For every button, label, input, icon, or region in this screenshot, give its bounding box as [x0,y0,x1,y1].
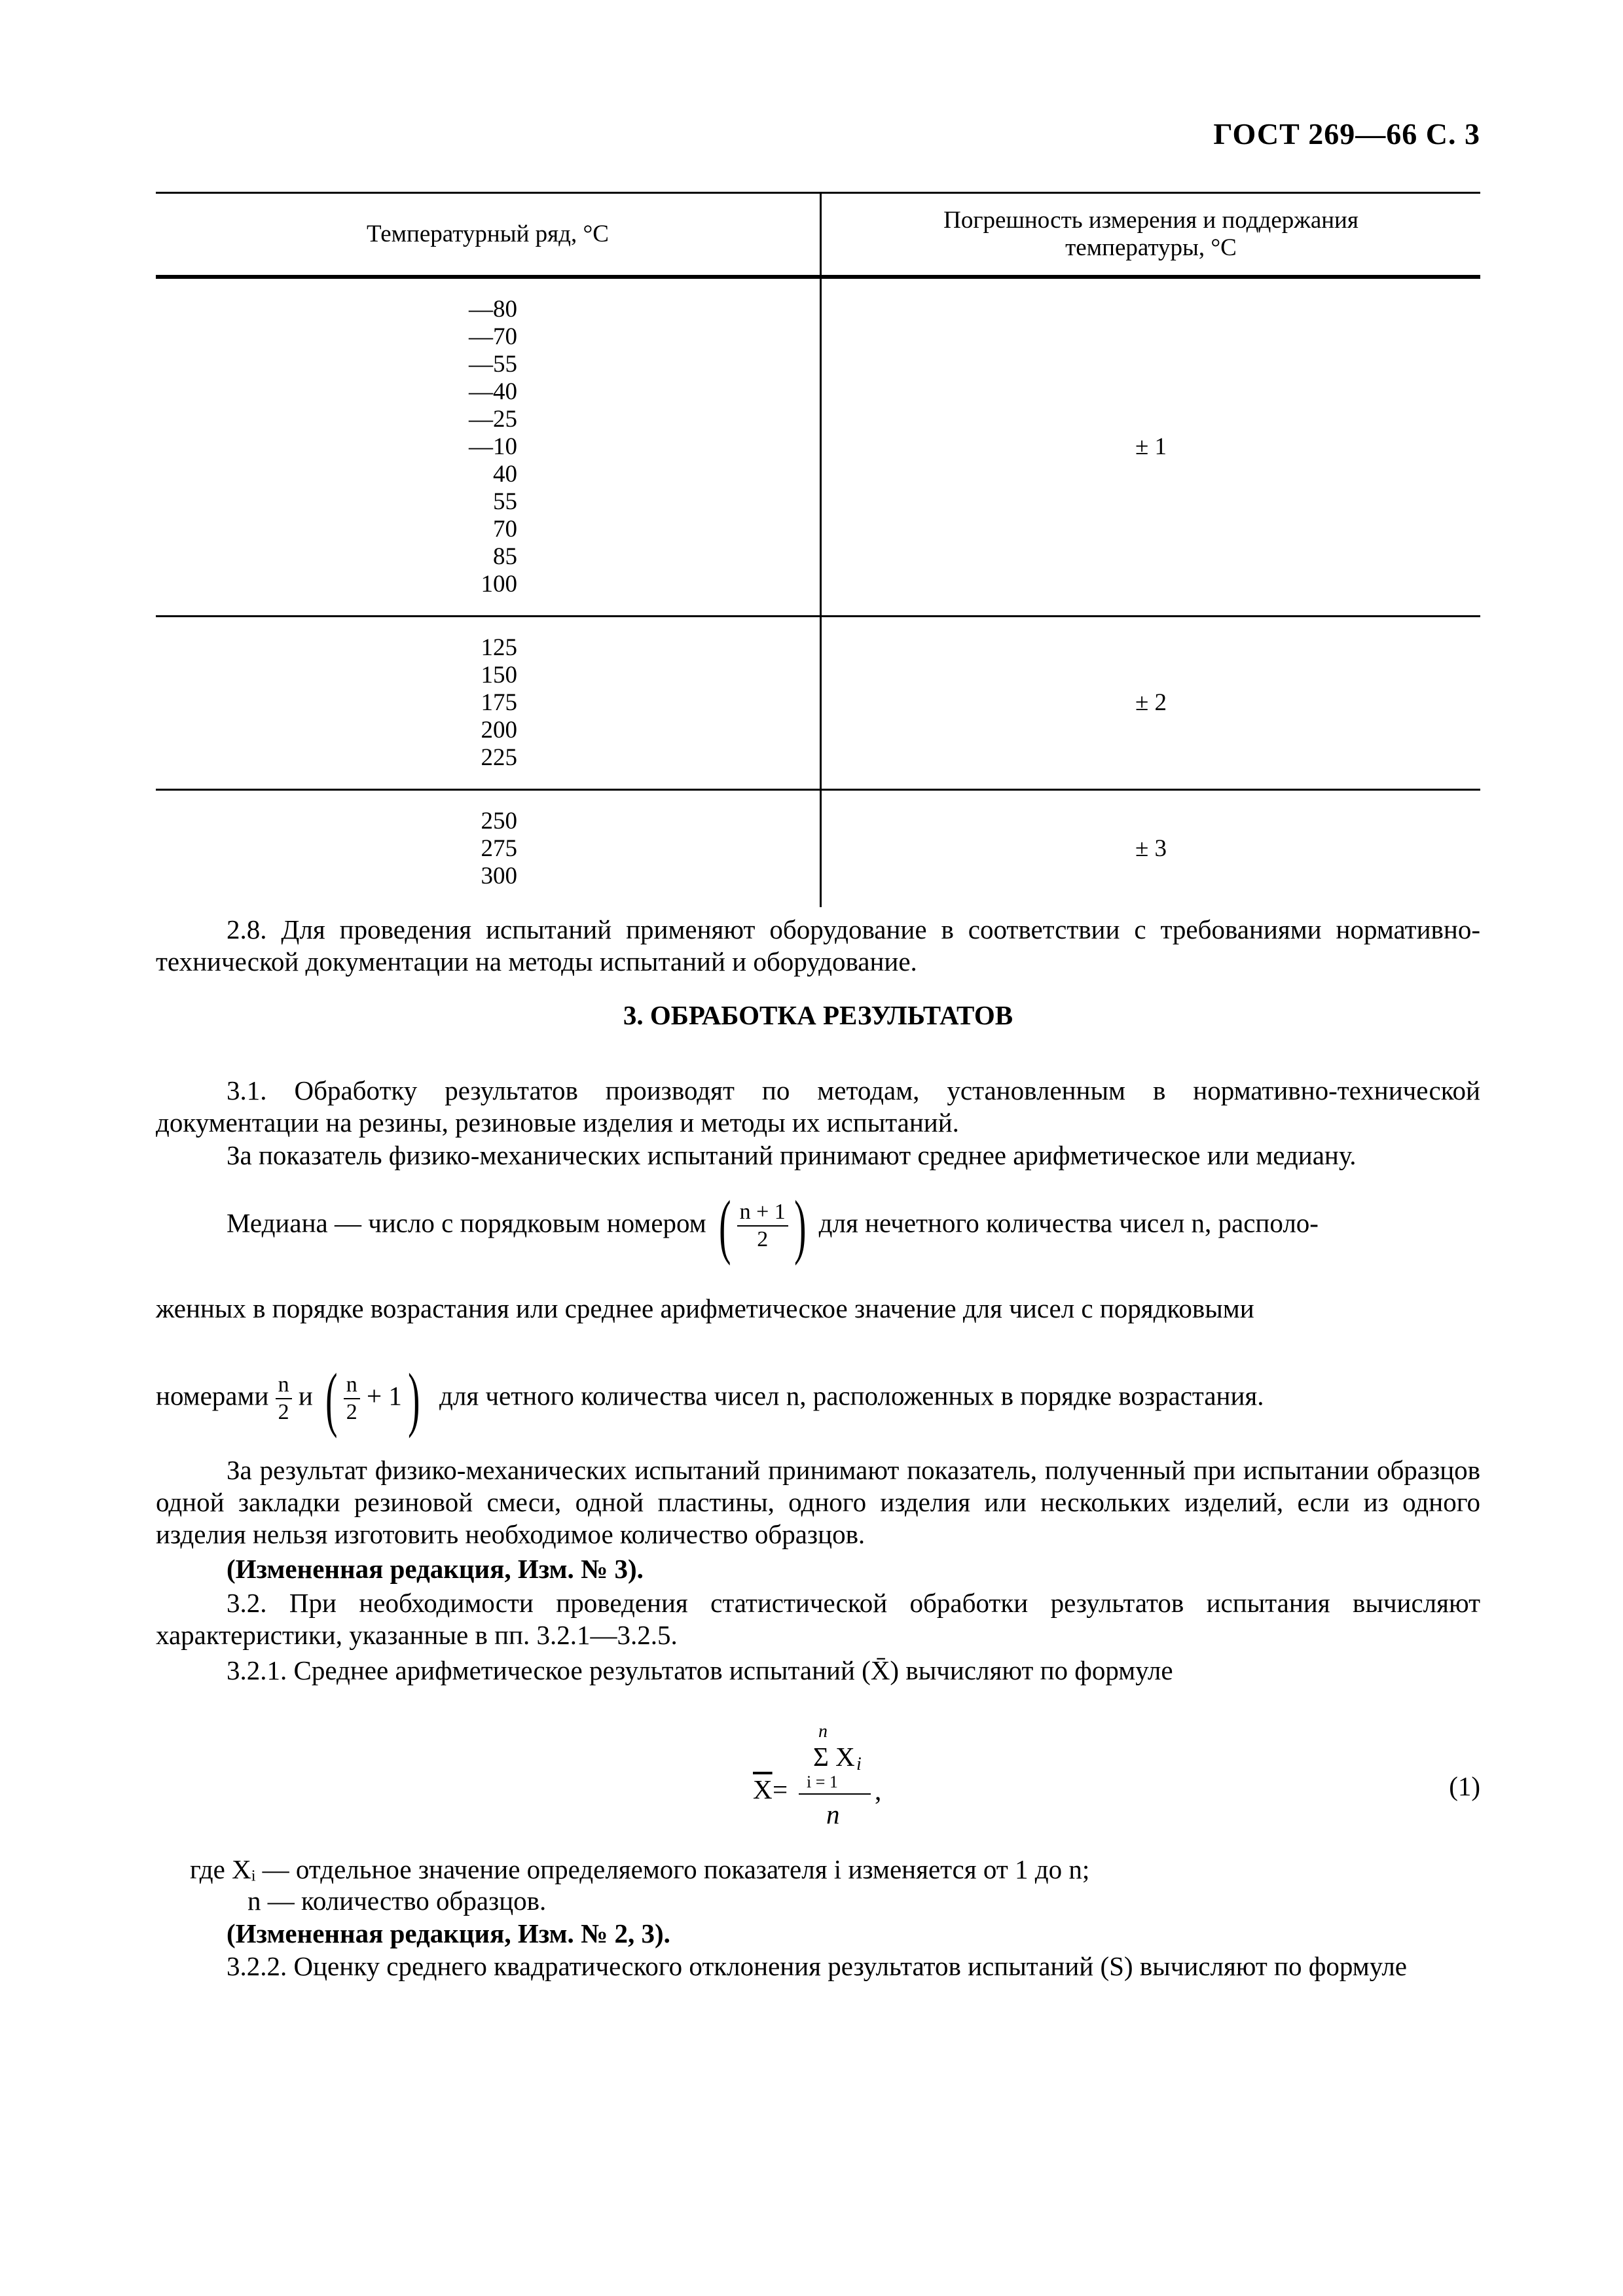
temperature-value: 275 [481,835,517,862]
median-line-2: женных в порядке возрастания или среднее арифметическое значение для чисел с порядковыми [156,1293,1254,1323]
temperature-value: 125 [481,634,517,661]
temperature-value: —80 [469,296,517,323]
tolerance-cell: ± 2 [821,617,1481,790]
paragraph-result: За результат физико-механических испытаний принимают показатель, полученный при испытании образцов одной закладки резиновой смеси, одной пластины, одного изделия или нескольких изделий, если из одного изделия нельзя изготовить необходимое количество образцов. [156,1455,1480,1549]
paragraph-3-1: 3.1. Обработку результатов производят по методам, установленным в нормативно-технической документации на резины, резиновые изделия и методы их испытаний. [156,1075,1480,1138]
temperature-value: 225 [481,744,517,771]
temperature-cell [156,277,821,617]
temperature-value: 250 [481,808,517,834]
temperature-value: —25 [469,406,517,433]
temperature-value: —10 [469,433,517,460]
temperature-value: 300 [481,863,517,889]
temperature-cell [156,617,821,790]
table-row [156,790,1480,908]
paragraph-3-2-2: 3.2.2. Оценку среднего квадратического отклонения результатов испытаний (S) вычисляют по формуле [227,1951,1407,1981]
temperature-value: 175 [481,689,517,716]
paragraph-3-2: 3.2. При необходимости проведения статистической обработки результатов испытания вычисляют характеристики, указанные в пп. 3.2.1—3.2.5. [156,1588,1480,1650]
where-line-1: где Xᵢ — отдельное значение определяемого показателя i изменяется от 1 до n; [190,1854,1090,1884]
temperature-value: 200 [481,717,517,744]
temperature-value: —40 [469,378,517,405]
temperature-value: —55 [469,351,517,378]
temperature-value: 70 [493,516,517,543]
paragraph-3-2-1: 3.2.1. Среднее арифметическое результатов испытаний (X̄) вычисляют по формуле [227,1655,1173,1685]
section-title: 3. ОБРАБОТКА РЕЗУЛЬТАТОВ [623,1000,1013,1030]
temperature-value: 100 [481,571,517,598]
median-line-1: Медиана — число с порядковым номером ( $\frac{n + 1}{2}$ ) для нечетного количества чисел n, располо- [227,1186,1319,1266]
col-temperature-header: Температурный ряд, °С [156,193,821,278]
paragraph-2-8: 2.8. Для проведения испытаний применяют оборудование в соответствии с требованиями нормативно-технической документации на методы испытаний и оборудование. [156,914,1480,977]
temperature-value: 40 [493,461,517,488]
temperature-value: 150 [481,662,517,689]
temperature-value: 55 [493,488,517,515]
temperature-value: 85 [493,543,517,570]
col-tolerance-header: Погрешность измерения и поддержания температуры, °С [821,193,1481,278]
where-line-2: n — количество образцов. [247,1886,547,1916]
median-line-3: номерами $\frac{n}{2}$ и ( $\frac{n}{2}$ + 1) для четного количества чисел n, расположенных в порядке возрастания. [156,1359,1264,1439]
page-header: ГОСТ 269—66 С. 3 [1213,117,1480,151]
amendment-1: (Измененная редакция, Изм. № 3). [227,1554,644,1584]
formula-number: (1) [1449,1771,1480,1801]
formula-1: $\overline{X}$ = n Σ X i i = 1 n , [753,1721,882,1829]
table-row [156,277,1480,617]
amendment-2: (Измененная редакция, Изм. № 2, 3). [227,1918,670,1948]
temperature-value: —70 [469,323,517,350]
temperature-cell [156,790,821,908]
temperature-table [156,192,1480,907]
tolerance-cell: ± 3 [1135,835,1167,862]
tolerance-cell: ± 1 [821,277,1481,617]
table-row [156,617,1480,790]
paragraph-3-1-b: За показатель физико-механических испытаний принимают среднее арифметическое или медиану. [227,1140,1357,1170]
